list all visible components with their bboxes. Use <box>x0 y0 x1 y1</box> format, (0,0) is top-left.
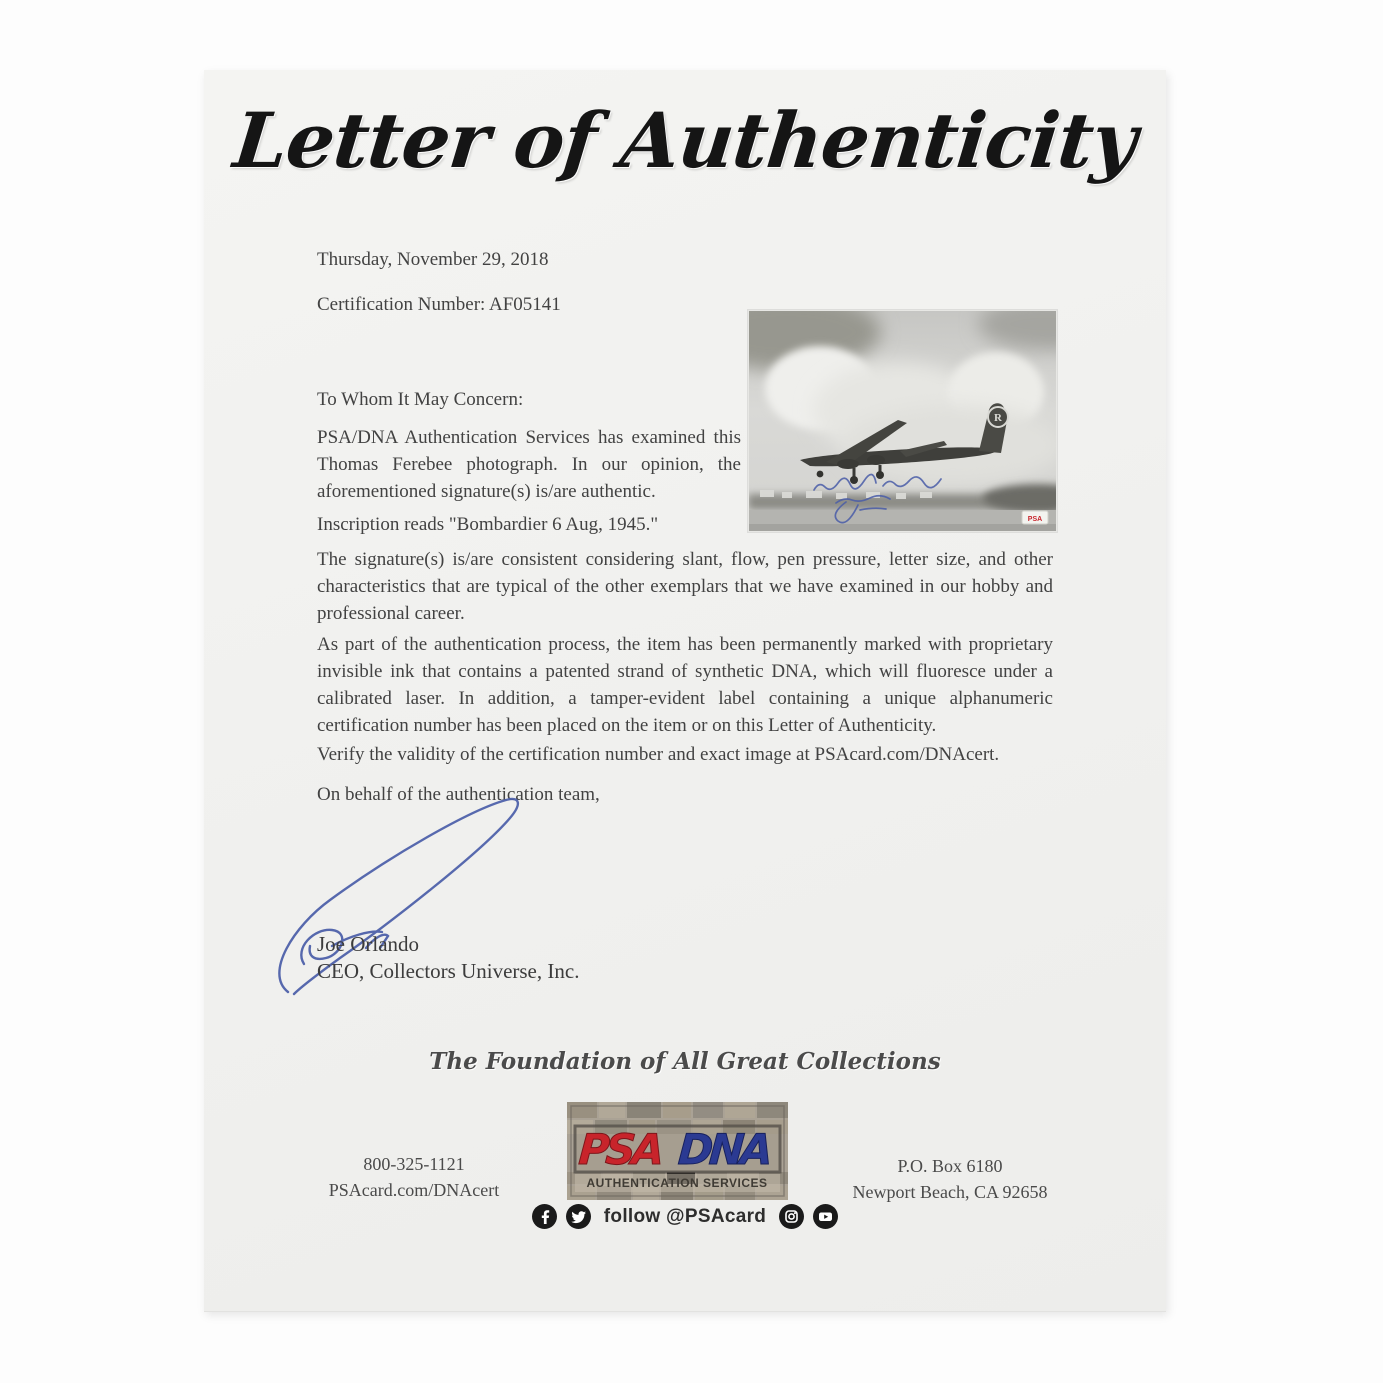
psa-dna-logo <box>567 1102 788 1200</box>
salutation: To Whom It May Concern: <box>317 389 524 410</box>
sticker-text: PSA <box>1027 516 1043 523</box>
psa-dna-logo-image <box>567 1102 788 1200</box>
paragraph-opinion: PSA/DNA Authentication Services has examined this Thomas Ferebee photograph. In our opinion, the aforementioned signature(s) is/are authentic. <box>317 427 741 502</box>
document-title: Letter of Authenticity <box>229 96 1141 185</box>
b29-airplane-photo-image <box>748 310 1057 532</box>
instagram-icon <box>778 1203 805 1230</box>
footer-city-state-zip: Newport Beach, CA 92658 <box>852 1182 1048 1202</box>
psa-sticker <box>1022 511 1048 524</box>
paragraph-verify: Verify the validity of the certification number and exact image at PSAcard.com/DNAcert. <box>317 744 1000 765</box>
footer-contact-left <box>300 1151 528 1203</box>
facebook-icon <box>531 1203 558 1230</box>
paragraph-consistency: The signature(s) is/are consistent considering slant, flow, pen pressure, letter size, and other characteristics that are typical of the other exemplars that we have examined in our hobby and professional career. <box>317 549 1053 624</box>
signer-title: CEO, Collectors Universe, Inc. <box>317 959 580 983</box>
logo-subtitle: AUTHENTICATION SERVICES <box>586 1176 768 1190</box>
paragraph-dna-marking: As part of the authentication process, the item has been permanently marked with proprietary invisible ink that contains a patented strand of synthetic DNA, which will fluoresce under a calibrated laser. In addition, a tamper-evident label containing a unique alphanumeric certification number has been placed on the item or on this Letter of Authenticity. <box>317 634 1053 736</box>
letter-of-authenticity-document <box>204 70 1166 1311</box>
logo-psa-text: PSA <box>577 1125 663 1174</box>
certification-label: Certification Number: <box>317 294 486 315</box>
logo-dna-text: DNA <box>676 1125 771 1174</box>
foundation-tagline: The Foundation of All Great Collections <box>429 1048 941 1075</box>
signer-name: Joe Orlando <box>317 932 420 956</box>
youtube-icon <box>812 1203 839 1230</box>
letter-date: Thursday, November 29, 2018 <box>317 249 549 270</box>
social-row <box>204 1203 1166 1230</box>
footer-phone: 800-325-1121 <box>363 1154 465 1174</box>
footer-website: PSAcard.com/DNAcert <box>328 1180 500 1200</box>
tail-letter: R <box>994 412 1002 424</box>
paragraph-inscription: Inscription reads "Bombardier 6 Aug, 1945." <box>317 514 659 535</box>
certification-number: AF05141 <box>489 294 561 315</box>
paragraph-on-behalf: On behalf of the authentication team, <box>317 784 600 805</box>
certification-number-line <box>317 291 561 318</box>
signed-airplane-photo <box>748 310 1057 532</box>
social-follow-text: follow @PSAcard <box>603 1205 767 1227</box>
twitter-icon <box>565 1203 592 1230</box>
footer-po-box: P.O. Box 6180 <box>897 1156 1003 1176</box>
footer-address-right <box>822 1153 1078 1205</box>
